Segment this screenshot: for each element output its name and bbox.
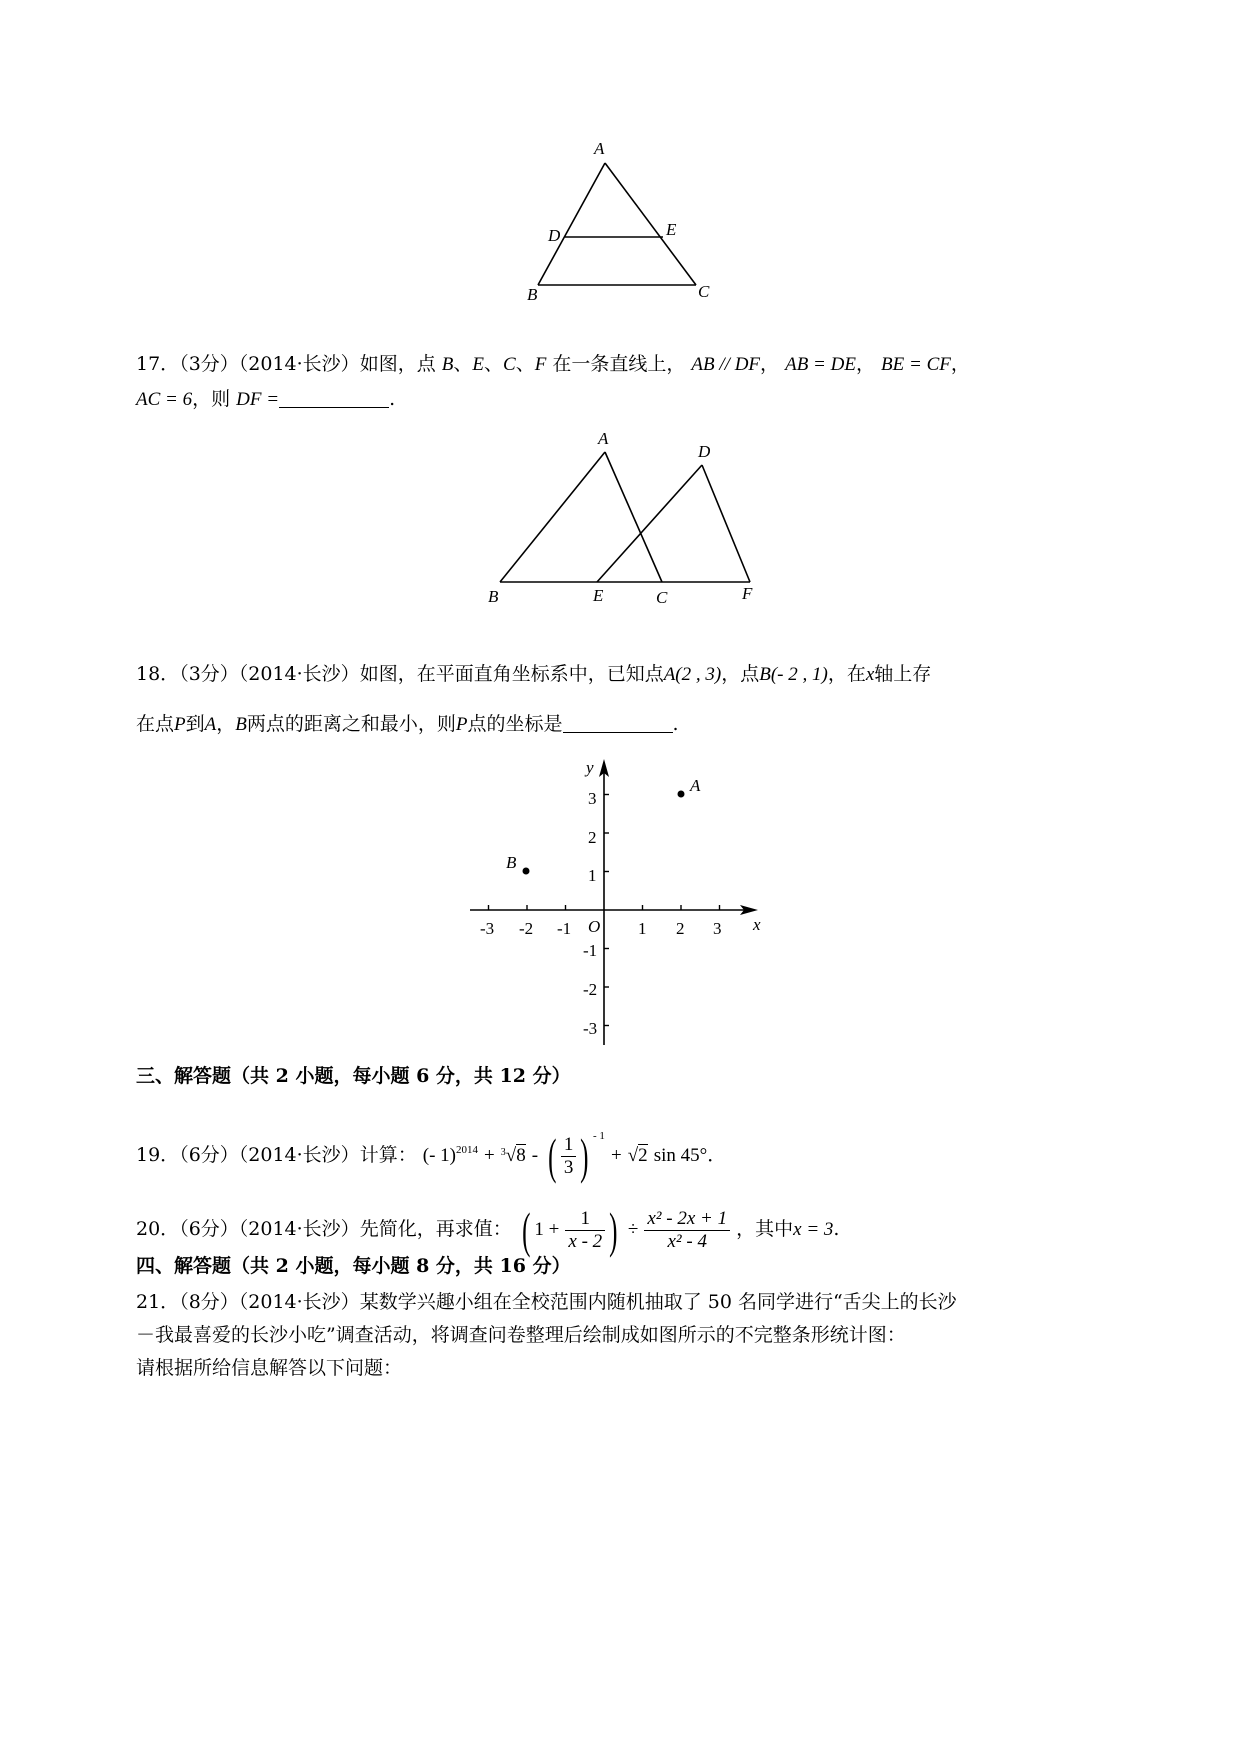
fraction-one-third bbox=[561, 1134, 577, 1179]
y-tick-label: 3 bbox=[588, 789, 597, 808]
label-d: D bbox=[698, 442, 711, 461]
label-c: C bbox=[698, 282, 710, 301]
q21-score: （8分） bbox=[179, 1291, 239, 1313]
q17-sep: 、 bbox=[453, 353, 473, 375]
side-ac bbox=[605, 163, 696, 285]
root-index: 3 bbox=[500, 1147, 506, 1158]
q18-text: 两点的距离之和最小，则 bbox=[246, 713, 456, 735]
axis-y-label: y bbox=[586, 758, 594, 777]
x-tick-label: -1 bbox=[557, 919, 572, 938]
y-tick-label: 2 bbox=[588, 828, 597, 847]
q18-text: ， bbox=[216, 713, 236, 735]
q18-text: ，在 bbox=[827, 663, 866, 685]
q21-number: 21． bbox=[136, 1291, 180, 1313]
q18-score: （3分） bbox=[179, 663, 239, 685]
q17-text: 在一条直线上， bbox=[552, 353, 686, 375]
q18-number: 18． bbox=[136, 663, 180, 685]
q18-var-b: B bbox=[235, 714, 247, 735]
side-df bbox=[702, 465, 750, 582]
q18-source: （2014·长沙） bbox=[238, 663, 360, 685]
coordinate-figure bbox=[460, 755, 770, 1050]
y-tick-label: -3 bbox=[583, 1019, 598, 1038]
label-d: D bbox=[548, 226, 561, 245]
fraction-numerator: 1 bbox=[565, 1208, 605, 1231]
q19-text: 计算： bbox=[359, 1144, 417, 1166]
x-tick-label: -2 bbox=[519, 919, 534, 938]
fraction-denominator: x² - 4 bbox=[667, 1230, 707, 1252]
q17-cond: AB // DF bbox=[691, 354, 761, 375]
q19-exponent: - 1 bbox=[592, 1130, 605, 1142]
q17-ask: DF = bbox=[236, 389, 280, 410]
q20-number: 20． bbox=[136, 1218, 180, 1240]
q18-text: 如图，在平面直角坐标系中，已知点 bbox=[359, 663, 664, 685]
axis-x-label: x bbox=[753, 915, 761, 934]
q18-text: ，点 bbox=[721, 663, 760, 685]
square-root: √2 bbox=[627, 1145, 648, 1166]
fraction-1 bbox=[565, 1208, 605, 1253]
label-a: A bbox=[598, 430, 609, 448]
figure-two-triangles bbox=[480, 430, 780, 615]
q20-score: （6分） bbox=[179, 1218, 239, 1240]
answer-blank bbox=[279, 389, 389, 408]
root-body: 8 bbox=[516, 1145, 526, 1166]
cube-root: $^3$√8 bbox=[500, 1145, 526, 1166]
y-tick-label: 1 bbox=[588, 866, 597, 885]
q19-sin: sin 45° bbox=[653, 1145, 708, 1166]
q19-minus: - bbox=[531, 1145, 539, 1166]
q20-text: ，其中 bbox=[736, 1218, 794, 1240]
label-b: B bbox=[527, 285, 538, 304]
fraction-numerator: x² - 2x + 1 bbox=[644, 1208, 730, 1231]
x-tick-label: 1 bbox=[638, 919, 647, 938]
q18-line1 bbox=[136, 662, 931, 687]
label-e: E bbox=[666, 220, 677, 239]
label-f: F bbox=[742, 584, 753, 603]
q17-var-e: E bbox=[472, 354, 484, 375]
point-b bbox=[523, 868, 530, 875]
q17-text: ，则 bbox=[192, 388, 231, 410]
q20-one-plus: 1 + bbox=[534, 1219, 560, 1240]
y-tick-label: -1 bbox=[583, 941, 598, 960]
q17-sep: 、 bbox=[483, 353, 503, 375]
q17-var-b: B bbox=[441, 354, 454, 375]
x-tick-label: 3 bbox=[713, 919, 722, 938]
q19-exponent: 2014 bbox=[455, 1144, 478, 1156]
fraction-denominator: x - 2 bbox=[568, 1230, 603, 1252]
q19-line bbox=[136, 1124, 727, 1184]
q21-source: （2014·长沙） bbox=[238, 1291, 360, 1313]
x-tick-label: -3 bbox=[480, 919, 495, 938]
q20-divide: ÷ bbox=[627, 1219, 639, 1240]
q19-number: 19． bbox=[136, 1144, 180, 1166]
q21-line1 bbox=[136, 1290, 957, 1314]
q17-score: （3分） bbox=[179, 353, 239, 375]
q20-end: . bbox=[833, 1218, 840, 1240]
q17-cond: BE = CF bbox=[881, 354, 951, 375]
q18-var-a: A bbox=[204, 714, 217, 735]
point-a-label: A bbox=[690, 776, 701, 795]
label-a: A bbox=[594, 139, 605, 158]
fraction-numerator: 1 bbox=[561, 1134, 577, 1157]
q19-base: (- 1) bbox=[422, 1145, 456, 1166]
q18-text: 轴上存 bbox=[874, 663, 932, 685]
q18-line2 bbox=[136, 712, 679, 737]
q17-comma: ， bbox=[760, 353, 780, 375]
q20-source: （2014·长沙） bbox=[238, 1218, 360, 1240]
q19-plus: + bbox=[484, 1145, 495, 1166]
q17-end: . bbox=[389, 388, 396, 410]
q17-var-c: C bbox=[503, 354, 516, 375]
q17-sep: 、 bbox=[515, 353, 535, 375]
q18-var-x: x bbox=[865, 664, 875, 685]
left-paren: ( bbox=[521, 1202, 531, 1258]
q19-source: （2014·长沙） bbox=[238, 1144, 360, 1166]
label-e: E bbox=[593, 586, 604, 605]
side-ab bbox=[500, 452, 605, 582]
q17-var-f: F bbox=[534, 354, 547, 375]
section-3-heading: 三、解答题（共 2 小题，每小题 6 分，共 12 分） bbox=[136, 1065, 571, 1087]
right-paren: ) bbox=[580, 1128, 589, 1184]
q18-text: 到 bbox=[185, 713, 205, 735]
q18-point-a: A(2 , 3) bbox=[663, 664, 722, 685]
q21-line2: －我最喜爱的长沙小吃”调查活动，将调查问卷整理后绘制成如图所示的不完整条形统计图： bbox=[136, 1324, 906, 1346]
left-paren: ( bbox=[548, 1128, 557, 1184]
q19-score: （6分） bbox=[179, 1144, 239, 1166]
q20-text: 先简化，再求值： bbox=[359, 1218, 512, 1240]
q18-end: . bbox=[672, 713, 679, 735]
q17-comma: ， bbox=[855, 353, 875, 375]
q20-condition: x = 3 bbox=[793, 1219, 834, 1240]
q17-text: 如图，点 bbox=[359, 353, 436, 375]
x-tick-label: 2 bbox=[676, 919, 685, 938]
label-c: C bbox=[656, 588, 668, 607]
q21-line3: 请根据所给信息解答以下问题： bbox=[136, 1357, 403, 1379]
fraction-2 bbox=[644, 1208, 730, 1253]
q18-text: 点的坐标是 bbox=[467, 713, 563, 735]
q18-var-p: P bbox=[174, 714, 186, 735]
origin-label: O bbox=[588, 917, 601, 936]
answer-blank bbox=[563, 714, 673, 733]
q17-source: （2014·长沙） bbox=[238, 353, 360, 375]
side-ed bbox=[597, 465, 702, 582]
label-b: B bbox=[488, 587, 499, 606]
q18-var-p: P bbox=[455, 714, 468, 735]
fraction-denominator: 3 bbox=[563, 1156, 574, 1178]
q17-line2 bbox=[136, 387, 395, 412]
q21-text: 某数学兴趣小组在全校范围内随机抽取了 50 名同学进行“舌尖上的长沙 bbox=[359, 1291, 957, 1313]
q18-text: 在点 bbox=[136, 713, 175, 735]
q17-cond: AB = DE bbox=[785, 354, 856, 375]
side-ab bbox=[538, 163, 605, 285]
q17-cond: AC = 6 bbox=[136, 389, 193, 410]
y-tick-label: -2 bbox=[583, 980, 598, 999]
q19-plus: + bbox=[610, 1145, 622, 1166]
point-b-label: B bbox=[506, 853, 517, 872]
right-paren: ) bbox=[609, 1202, 618, 1258]
figure-triangle-de bbox=[510, 135, 730, 305]
section-4-heading: 四、解答题（共 2 小题，每小题 8 分，共 16 分） bbox=[136, 1255, 571, 1277]
q18-point-b: B(- 2 , 1) bbox=[759, 664, 828, 685]
q20-line bbox=[136, 1202, 840, 1258]
q17-line1 bbox=[136, 352, 970, 377]
q19-end: ． bbox=[707, 1144, 727, 1166]
point-a bbox=[678, 791, 685, 798]
q17-comma: ， bbox=[950, 353, 970, 375]
root-body: 2 bbox=[638, 1145, 648, 1166]
q17-number: 17． bbox=[136, 353, 180, 375]
